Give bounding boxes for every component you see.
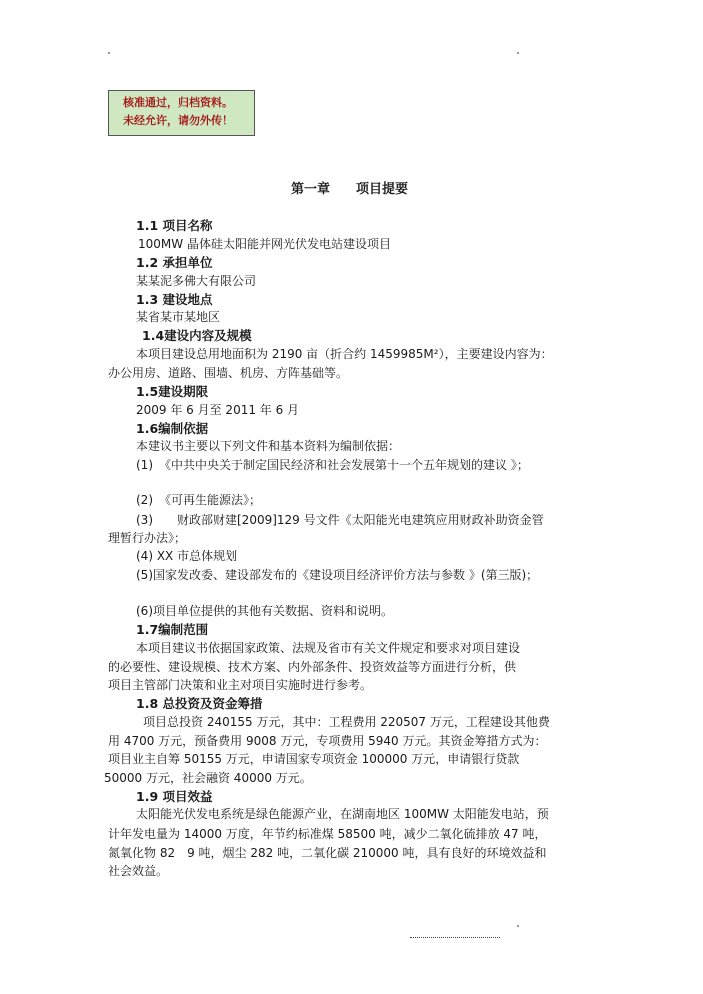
section-heading: 1.9 项目效益 <box>136 789 213 804</box>
paragraph-line: 本项目建议书依据国家政策、法规及省市有关文件规定和要求对项目建设 <box>136 641 521 655</box>
paragraph-line: 某某泥多佛大有限公司 <box>136 274 257 288</box>
section-heading: 1.1 项目名称 <box>136 218 213 233</box>
list-item: (2) 《可再生能源法》； <box>136 493 261 507</box>
paragraph-line: 100MW 晶体硅太阳能并网光伏发电站建设项目 <box>138 237 391 251</box>
stamp-line-1: 核准通过，归档资料。 <box>123 96 233 109</box>
page-corner-mark <box>517 925 519 927</box>
list-item: (3) 财政部财建[2009]129 号文件《太阳能光电建筑应用财政补助资金管 <box>136 513 544 527</box>
chapter-title: 第一章 项目提要 <box>291 182 409 197</box>
paragraph-line: 计年发电量为 14000 万度，年节约标准煤 58500 吨，减少二氧化硫排放 47 吨， <box>108 827 547 841</box>
page-corner-mark <box>517 52 519 54</box>
list-item: (6)项目单位提供的其他有关数据、资料和说明。 <box>136 604 393 618</box>
confidential-stamp <box>108 90 255 136</box>
paragraph-line: 办公用房、道路、围墙、机房、方阵基础等。 <box>108 366 349 380</box>
paragraph-line: 的必要性、建设规模、技术方案、内外部条件、投资效益等方面进行分析，供 <box>108 660 517 674</box>
paragraph-line: 社会效益。 <box>108 864 169 878</box>
paragraph-line: 本项目建设总用地面积为 2190 亩（折合约 1459985M²），主要建设内容为： <box>136 347 553 361</box>
section-heading: 1.3 建设地点 <box>136 292 213 307</box>
section-heading: 1.4建设内容及规模 <box>142 328 252 343</box>
paragraph-line: 用 4700 万元，预备费用 9008 万元，专项费用 5940 万元。其资金筹措方式为： <box>108 734 547 748</box>
paragraph-line: 项目业主自筹 50155 万元，申请国家专项资金 100000 万元，申请银行贷款 <box>108 752 520 766</box>
paragraph-line: 2009 年 6 月至 2011 年 6 月 <box>136 403 300 417</box>
paragraph-line: 项目总投资 240155 万元，其中：工程费用 220507 万元，工程建设其他费 <box>143 715 550 729</box>
section-heading: 1.6编制依据 <box>136 421 209 436</box>
section-heading: 1.8 总投资及资金筹措 <box>136 696 263 711</box>
list-item: (4) XX 市总体规划 <box>136 549 238 563</box>
page-corner-mark <box>108 52 110 54</box>
list-item: (5)国家发改委、建设部发布的《建设项目经济评价方法与参数 》(第三版)； <box>136 568 539 582</box>
list-item: (1) 《中共中央关于制定国民经济和社会发展第十一个五年规划的建议 》； <box>136 458 529 472</box>
paragraph-line: 太阳能光伏发电系统是绿色能源产业，在湖南地区 100MW 太阳能发电站，预 <box>136 807 549 821</box>
list-item: 理暂行办法》； <box>108 531 187 545</box>
section-heading: 1.2 承担单位 <box>136 255 213 270</box>
footer-dotted-rule <box>410 937 500 938</box>
section-heading: 1.5建设期限 <box>136 384 209 399</box>
paragraph-line: 50000 万元，社会融资 40000 万元。 <box>104 771 312 785</box>
stamp-line-2: 未经允许，请勿外传！ <box>123 114 233 127</box>
section-heading: 1.7编制范围 <box>136 622 209 637</box>
paragraph-line: 氮氧化物 82 9 吨，烟尘 282 吨，二氧化碳 210000 吨，具有良好的环境效益和 <box>108 846 547 860</box>
paragraph-line: 项目主管部门决策和业主对项目实施时进行参考。 <box>108 678 373 692</box>
paragraph-line: 某省某市某地区 <box>136 310 221 324</box>
paragraph-line: 本建议书主要以下列文件和基本资料为编制依据： <box>136 439 401 453</box>
